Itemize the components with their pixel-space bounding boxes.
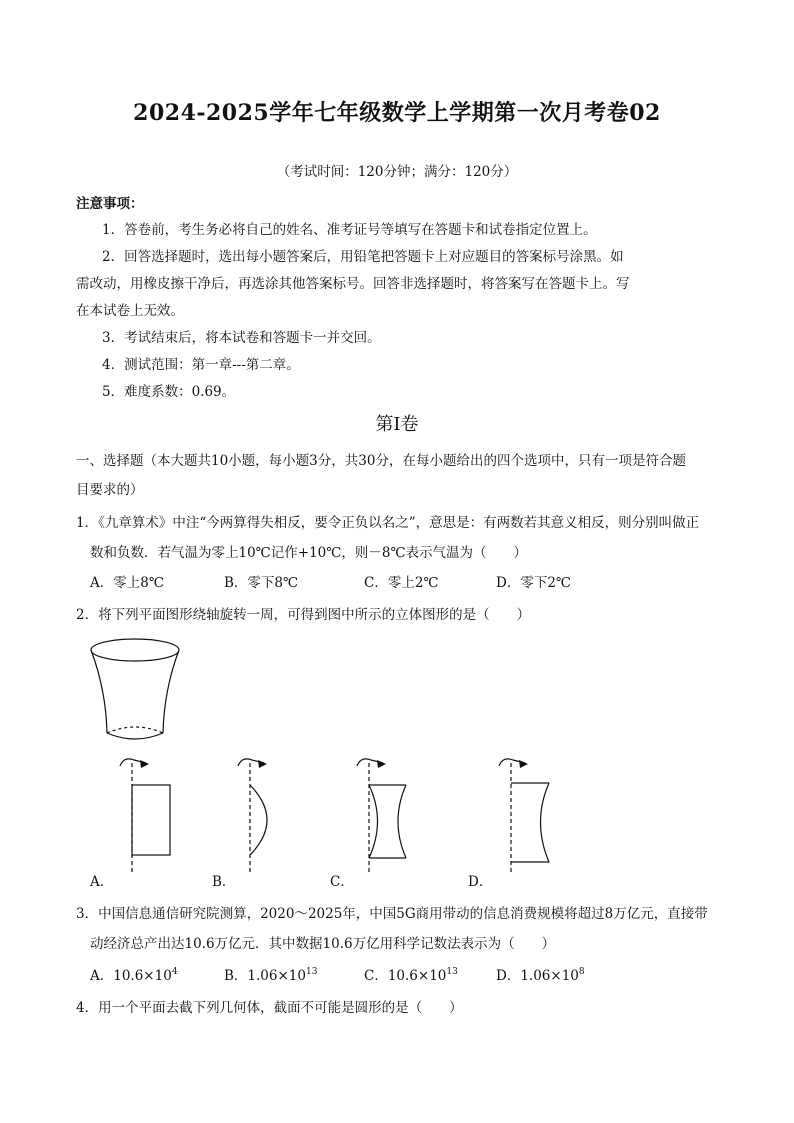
q3-option-d: D．$1.06\times 10^8$ [496, 967, 585, 984]
q3-option-a-exponent: 4 [171, 967, 178, 977]
q1-option-c: C．零上2℃ [364, 575, 439, 591]
solid-figure [91, 639, 179, 739]
exam-info: （考试时间：120分钟；满分：120分） [276, 164, 518, 180]
option-d-figure [499, 759, 549, 872]
notice-item-2-line-2: 需改动，用橡皮擦干净后，再选涂其他答案标号。回答非选择题时，将答案写在答题卡上。写 [76, 276, 630, 292]
q3-line-1: 3．中国信息通信研究院测算，2020～2025年，中国5G商用带动的信息消费规模将超过8万亿元，直接带 [76, 906, 708, 922]
notice-heading: 注意事项： [76, 196, 144, 212]
option-a-figure [120, 759, 170, 872]
q1-line-2: 数和负数．若气温为零上10℃记作+10℃，则－8℃表示气温为（ ） [90, 545, 528, 561]
q3-option-a: A．$10.6\times 10^4$ [90, 967, 178, 984]
q3-option-b-exponent: 13 [305, 967, 318, 977]
q2-option-c: C． [330, 874, 354, 890]
q1-option-d: D．零下2℃ [496, 575, 572, 591]
q2-option-d: D． [468, 874, 493, 890]
q3-option-d-exponent: 8 [578, 967, 585, 977]
q2-option-b: B． [212, 874, 236, 890]
q1-line-1: 1．《九章算术》中注“今两算得失相反，要令正负以名之”，意思是：有两数若其意义相反，则分别叫做正 [76, 515, 700, 531]
notice-item-4: 4．测试范围：第一章---第二章。 [102, 357, 300, 373]
q1-option-b: B．零下8℃ [224, 575, 299, 591]
page-title: 2024-2025学年七年级数学上学期第一次月考卷02 [133, 100, 661, 126]
q4-line-1: 4．用一个平面去截下列几何体，截面不可能是圆形的是（ ） [76, 1000, 463, 1016]
q2-option-a: A． [90, 874, 114, 890]
part1-header-line-2: 目要求的） [76, 482, 144, 498]
part1-header-line-1: 一、选择题（本大题共10小题，每小题3分，共30分，在每小题给出的四个选项中，只有一项是符合题 [76, 453, 686, 469]
notice-item-2-line-1: 2．回答选择题时，选出每小题答案后，用铅笔把答题卡上对应题目的答案标号涂黑。如 [102, 249, 624, 265]
q1-option-a: A．零上8℃ [90, 575, 164, 591]
q3-option-c-exponent: 13 [446, 967, 458, 977]
notice-item-3: 3．考试结束后，将本试卷和答题卡一并交回。 [102, 330, 381, 346]
q3-option-c: C．$10.6\times 10^{13}$ [364, 967, 458, 984]
option-c-figure [357, 759, 406, 872]
notice-item-1: 1．答卷前，考生务必将自己的姓名、准考证号等填写在答题卡和试卷指定位置上。 [102, 222, 597, 238]
q3-line-2: 动经济总产出达10.6万亿元．其中数据10.6万亿用科学记数法表示为（ ） [90, 936, 556, 952]
q3-option-b: B．$1.06\times 10^{13}$ [224, 967, 318, 984]
q2-line-1: 2．将下列平面图形绕轴旋转一周，可得到图中所示的立体图形的是（ ） [76, 607, 531, 623]
section-title: 第Ⅰ卷 [375, 414, 419, 435]
notice-item-5: 5．难度系数：0.69。 [102, 384, 236, 400]
notice-item-2-line-3: 在本试卷上无效。 [76, 303, 184, 319]
option-b-figure [238, 759, 267, 872]
